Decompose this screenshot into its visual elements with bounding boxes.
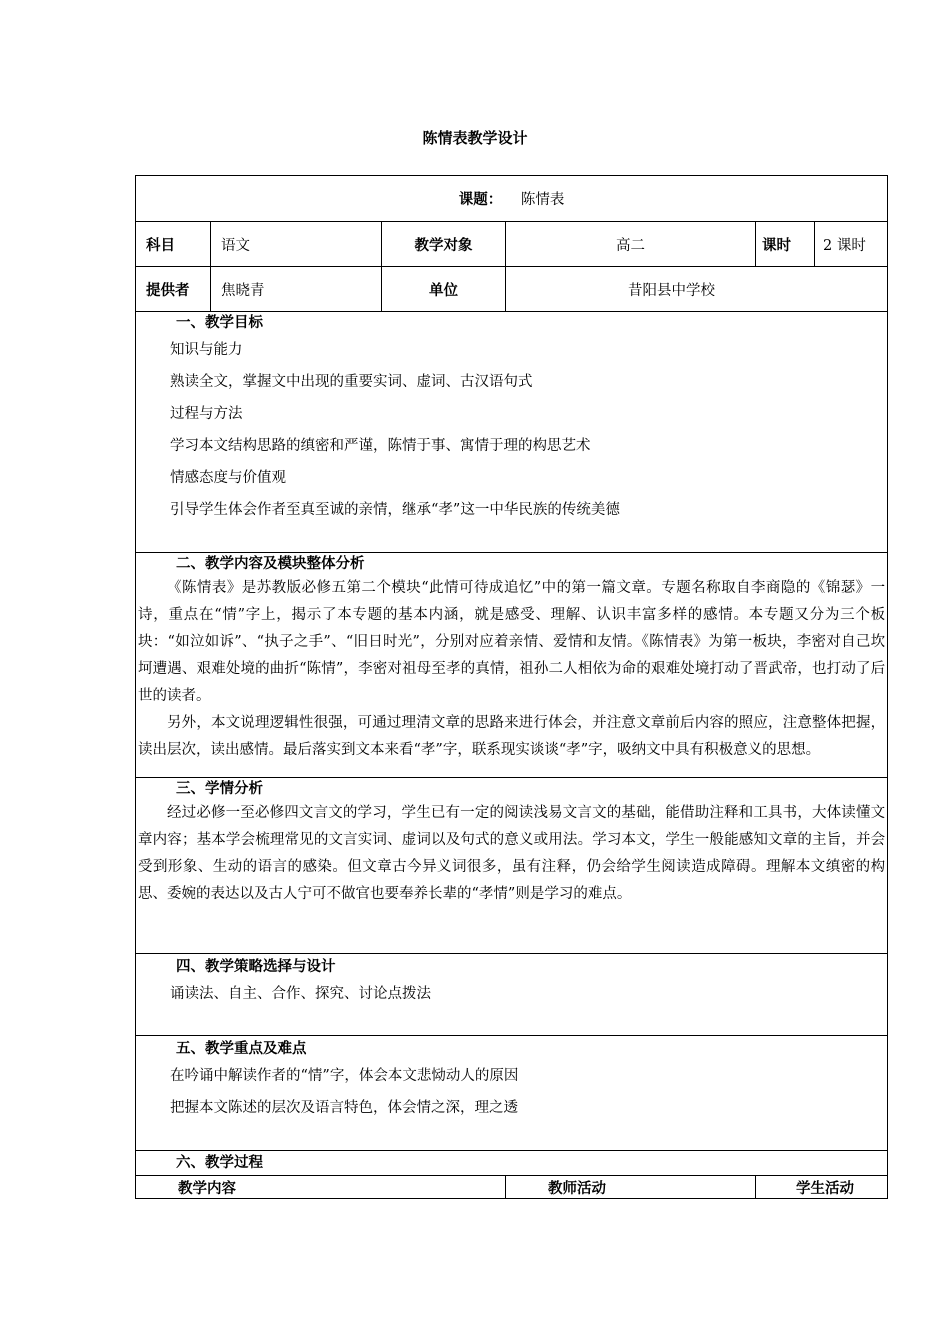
audience-value: 高二 <box>506 222 756 267</box>
process-column-header: 学生活动 <box>756 1176 888 1199</box>
section-heading: 一、教学目标 <box>176 315 263 331</box>
content-row <box>136 553 888 778</box>
learners-paragraph: 经过必修一至必修四文言文的学习，学生已有一定的阅读浅易文言文的基础，能借助注释和工具书，大体读懂文章内容；基本学会梳理常见的文言实词、虚词以及句式的意义或用法。学习本文，学生一般能感知文章的主旨，并会受到形象、生动的语言的感染。但文章古今异义词很多，虽有注释，仍会给学生阅读造成障碍。理解本文缜密的构思、委婉的表达以及古人宁可不做官也要奉养长辈的“孝情”则是学习的难点。 <box>138 805 886 902</box>
provider-value: 焦晓青 <box>211 267 382 312</box>
process-column-header: 教师活动 <box>506 1176 756 1199</box>
lesson-plan-table <box>135 175 888 1199</box>
keypoints-line: 在吟诵中解读作者的“情”字，体会本文悲恸动人的原因 <box>170 1068 519 1084</box>
process-heading-row <box>136 1151 888 1176</box>
goals-line: 情感态度与价值观 <box>170 470 286 486</box>
hours-value: 2 课时 <box>823 237 866 254</box>
goals-line: 熟读全文，掌握文中出现的重要实词、虚词、古汉语句式 <box>170 374 533 390</box>
provider-row <box>136 267 888 312</box>
subject-value: 语文 <box>211 222 382 267</box>
subject-row <box>136 222 888 267</box>
goals-line: 过程与方法 <box>170 406 243 422</box>
keypoints-line: 把握本文陈述的层次及语言特色，体会情之深，理之透 <box>170 1100 518 1116</box>
content-paragraph: 另外，本文说理逻辑性很强，可通过理清文章的思路来进行体会，并注意文章前后内容的照应，注意整体把握，读出层次，读出感情。最后落实到文本来看“孝”字，联系现实谈谈“孝”字，吸纳文中具有积极意义的思想。 <box>138 715 886 758</box>
content-paragraph: 《陈情表》是苏教版必修五第二个模块“此情可待成追忆”中的第一篇文章。专题名称取自李商隐的《锦瑟》一诗，重点在“情”字上，揭示了本专题的基本内涵，就是感受、理解、认识丰富多样的感情。本专题又分为三个板块：“如泣如诉”、“执子之手”、“旧日时光”，分别对应着亲情、爱情和友情。《陈情表》为第一板块，李密对自己坎坷遭遇、艰难处境的曲折“陈情”，李密对祖母至孝的真情，祖孙二人相依为命的艰难处境打动了晋武帝，也打动了后世的读者。 <box>138 580 886 704</box>
topic-row <box>136 176 888 222</box>
section-heading: 六、教学过程 <box>176 1155 263 1171</box>
provider-label: 提供者 <box>136 267 211 312</box>
goals-row <box>136 312 888 553</box>
content-section <box>136 553 888 778</box>
process-columns-row <box>136 1176 888 1199</box>
keypoints-row <box>136 1036 888 1151</box>
unit-value: 昔阳县中学校 <box>506 267 888 312</box>
audience-label: 教学对象 <box>382 222 506 267</box>
process-section <box>136 1151 888 1176</box>
keypoints-section <box>136 1036 888 1151</box>
hours-label: 课时 <box>756 222 815 266</box>
goals-line: 引导学生体会作者至真至诚的亲情，继承“孝”这一中华民族的传统美德 <box>170 502 620 518</box>
topic-label: 课题： <box>458 192 503 208</box>
unit-label: 单位 <box>382 267 506 312</box>
goals-section <box>136 312 888 553</box>
hours-group <box>756 222 888 267</box>
learners-section <box>136 778 888 954</box>
topic-cell <box>136 176 888 222</box>
learners-row <box>136 778 888 954</box>
topic-value: 陈情表 <box>520 192 565 208</box>
strategy-section <box>136 954 888 1036</box>
section-heading: 四、教学策略选择与设计 <box>176 959 336 975</box>
strategy-row <box>136 954 888 1036</box>
strategy-line: 诵读法、自主、合作、探究、讨论点拨法 <box>170 986 431 1002</box>
goals-line: 学习本文结构思路的缜密和严谨，陈情于事、寓情于理的构思艺术 <box>170 438 591 454</box>
subject-label: 科目 <box>136 222 211 267</box>
section-heading: 二、教学内容及模块整体分析 <box>176 556 365 572</box>
process-column-header: 教学内容 <box>136 1176 506 1199</box>
section-heading: 五、教学重点及难点 <box>176 1041 307 1057</box>
goals-line: 知识与能力 <box>170 342 243 358</box>
document-title: 陈情表教学设计 <box>422 129 528 147</box>
section-heading: 三、学情分析 <box>176 781 263 797</box>
